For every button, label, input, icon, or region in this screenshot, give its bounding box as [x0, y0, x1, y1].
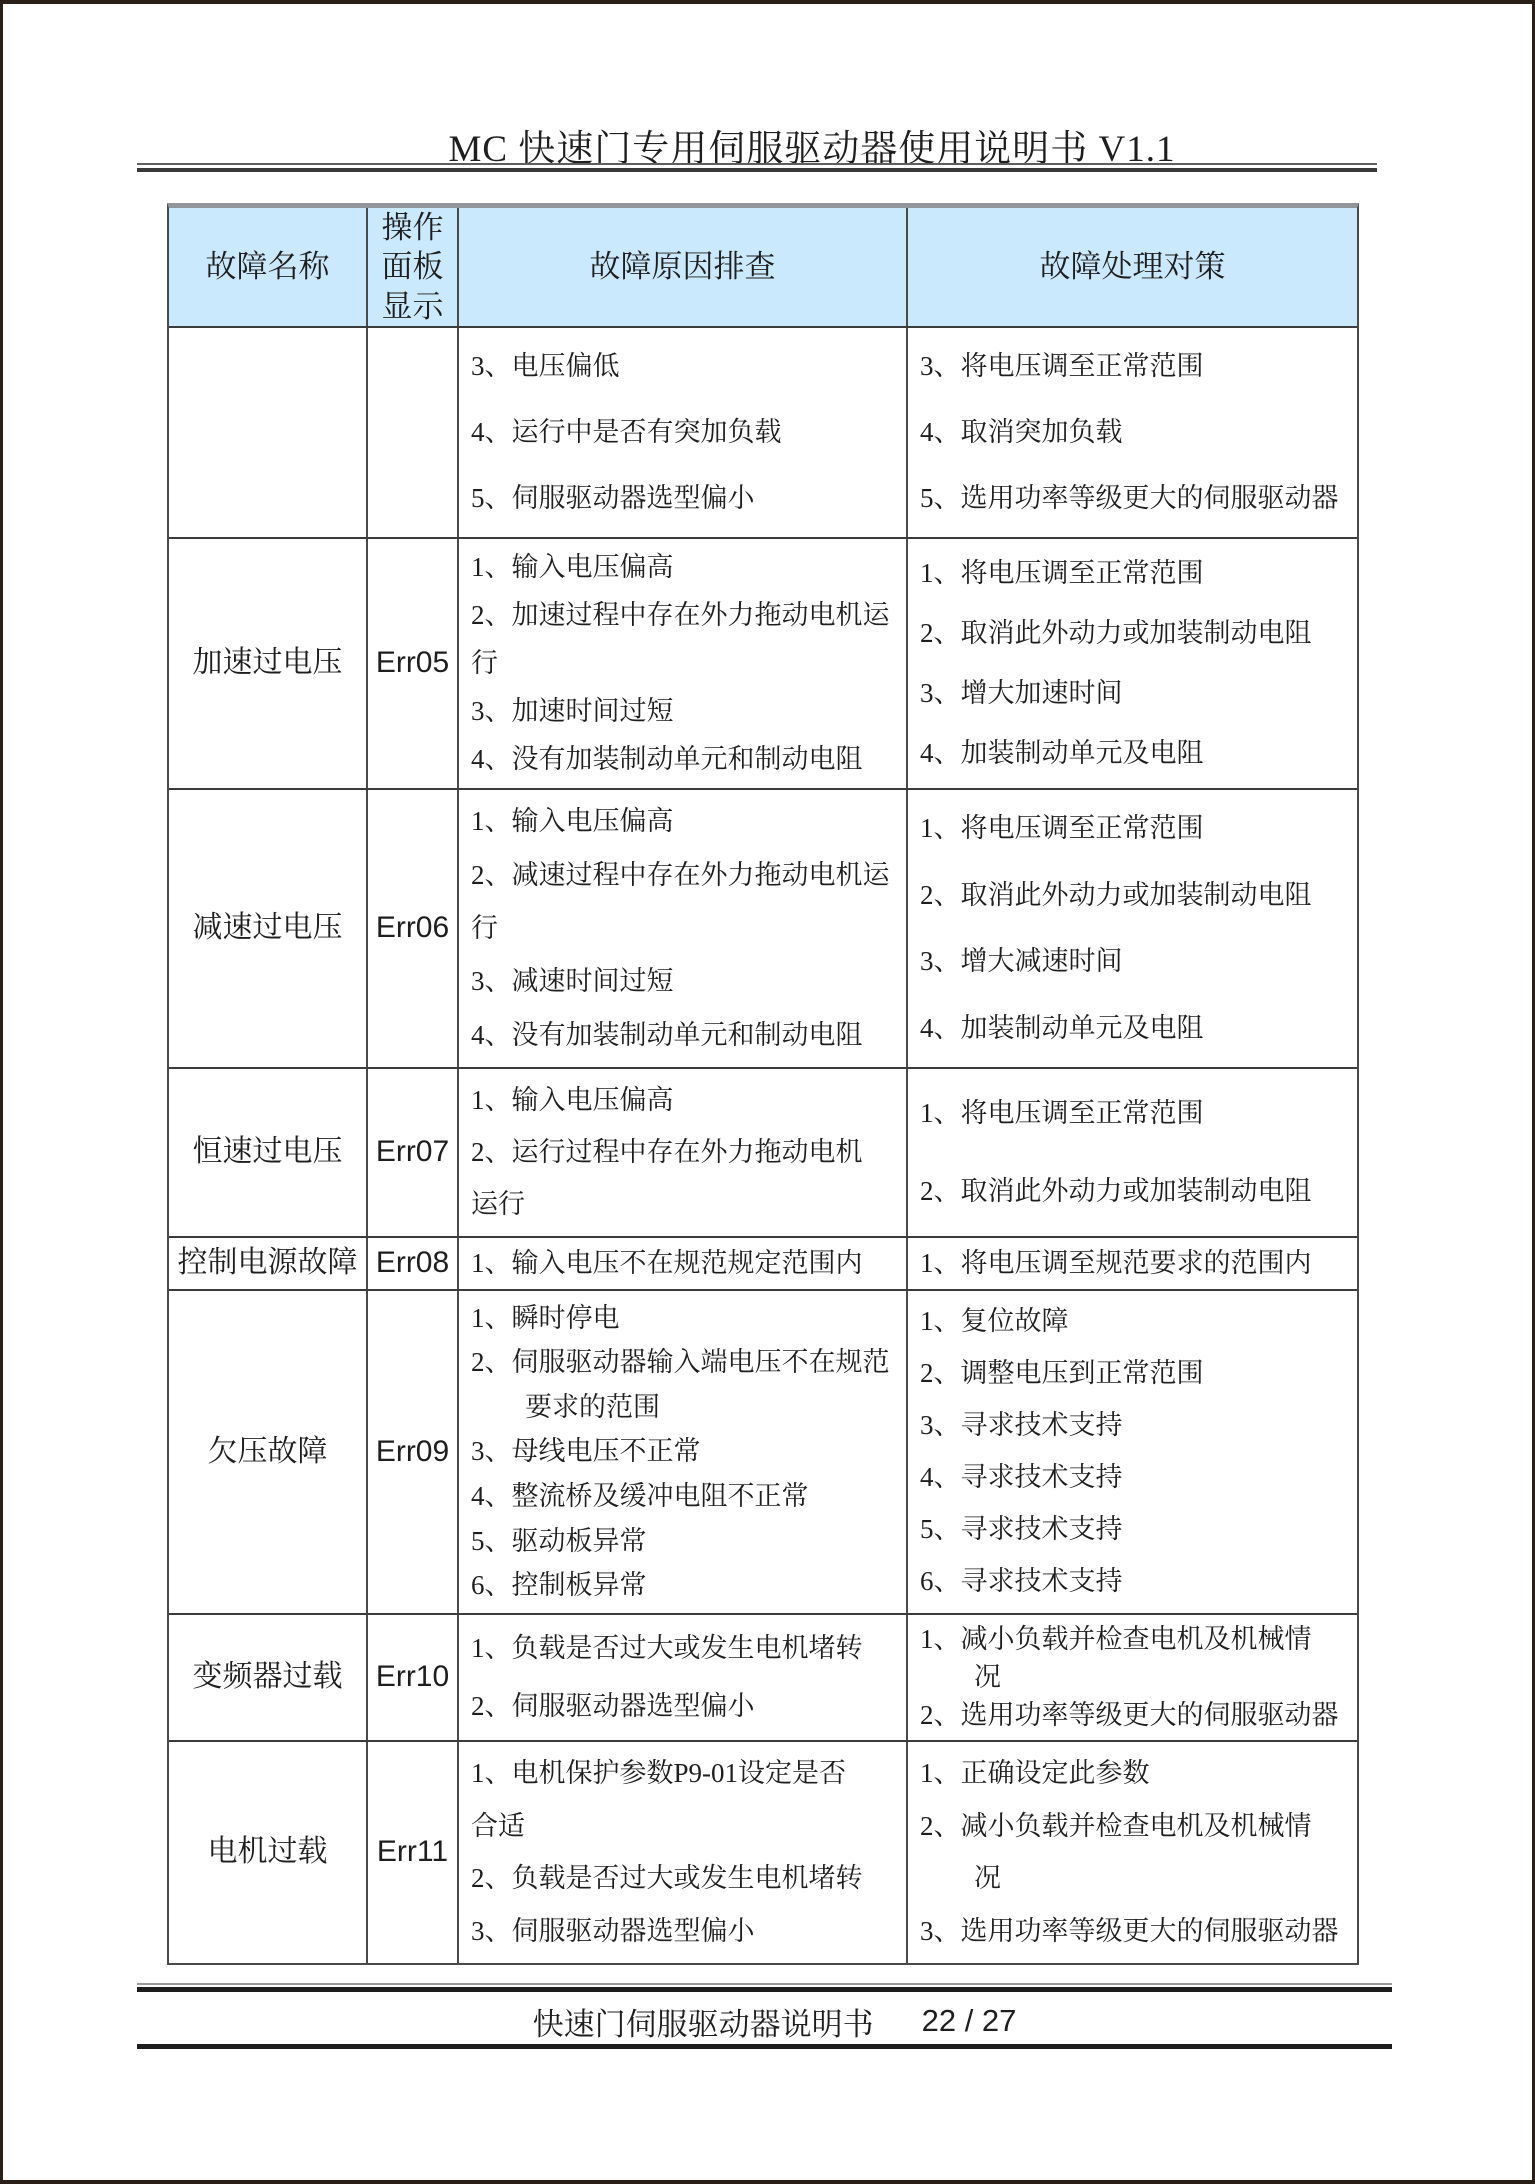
fault-actions-cell [908, 328, 1357, 537]
fault-code-cell [368, 1069, 459, 1236]
cell-line: 要求的范围 [471, 1391, 660, 1422]
cell-line: 况 [920, 1863, 1001, 1894]
cell-line: 3、将电压调至正常范围 [920, 350, 1204, 381]
header-fault-name: 故障名称 [169, 208, 368, 326]
cell-line: 况 [920, 1661, 1001, 1692]
footer-rule-top [137, 1983, 1392, 1992]
cell-line: 2、取消此外动力或加装制动电阻 [920, 618, 1312, 649]
fault-code-cell [368, 1615, 459, 1740]
table-header-row [169, 208, 1357, 328]
cell-line: 变频器过载 [192, 1660, 343, 1694]
cell-line: 合适 [471, 1810, 525, 1841]
table-row [169, 328, 1357, 539]
table-row [169, 539, 1357, 790]
cell-line: 5、寻求技术支持 [920, 1514, 1123, 1545]
cell-line: 6、控制板异常 [471, 1570, 647, 1601]
cell-line: 1、正确设定此参数 [920, 1757, 1150, 1788]
header-panel-display: 操作面板显示 [368, 208, 459, 326]
cell-line: 2、伺服驱动器选型偏小 [471, 1690, 755, 1721]
page-footer [137, 1998, 1392, 2044]
cell-line: Err06 [375, 911, 450, 945]
cell-line: 4、寻求技术支持 [920, 1462, 1123, 1493]
header-fault-action: 故障处理对策 [1039, 249, 1226, 285]
cell-line: 2、取消此外动力或加装制动电阻 [920, 1176, 1312, 1207]
cell-line: 1、瞬时停电 [471, 1302, 620, 1333]
cell-line: 1、输入电压偏高 [471, 1084, 674, 1115]
fault-name-cell [169, 539, 368, 788]
cell-line: 4、整流桥及缓冲电阻不正常 [471, 1481, 809, 1511]
fault-name-cell [169, 790, 368, 1067]
footer-rule-bottom [137, 2044, 1392, 2049]
table-row [169, 790, 1357, 1069]
cell-line: 4、运行中是否有突加负载 [471, 416, 782, 447]
cell-line: 4、没有加装制动单元和制动电阻 [471, 743, 863, 774]
cell-line: 3、寻求技术支持 [920, 1410, 1123, 1441]
fault-causes-cell [459, 790, 908, 1067]
cell-line: 1、输入电压偏高 [471, 806, 674, 837]
cell-line: 欠压故障 [207, 1434, 328, 1468]
cell-line: Err09 [375, 1434, 450, 1468]
table-row [169, 1238, 1357, 1291]
cell-line: 运行 [471, 1189, 525, 1220]
cell-line: 2、减速过程中存在外力拖动电机运 [471, 859, 890, 890]
cell-line: 1、将电压调至正常范围 [920, 812, 1204, 843]
cell-line: 2、取消此外动力或加装制动电阻 [920, 879, 1312, 910]
fault-causes-cell [459, 1742, 908, 1963]
table-row [169, 1615, 1357, 1742]
cell-line: 4、加装制动单元及电阻 [920, 737, 1204, 768]
cell-line: 6、寻求技术支持 [920, 1566, 1123, 1597]
fault-code-cell [368, 1291, 459, 1613]
cell-line: 4、加装制动单元及电阻 [920, 1013, 1204, 1044]
fault-code-cell [368, 539, 459, 788]
fault-causes-cell [459, 1238, 908, 1289]
cell-line: 1、输入电压偏高 [471, 552, 674, 583]
cell-line: 3、母线电压不正常 [471, 1436, 701, 1467]
cell-line: 3、选用功率等级更大的伺服驱动器 [920, 1916, 1339, 1947]
fault-actions-cell [908, 1238, 1357, 1289]
cell-line: 减速过电压 [192, 911, 343, 945]
fault-actions-cell [908, 1291, 1357, 1613]
cell-line: 2、选用功率等级更大的伺服驱动器 [920, 1700, 1339, 1731]
fault-code-cell [368, 1238, 459, 1289]
footer-doc-name: 快速门伺服驱动器说明书 [532, 2006, 874, 2042]
cell-line: 3、减速时间过短 [471, 966, 674, 997]
cell-line: Err07 [375, 1135, 450, 1169]
table-row [169, 1291, 1357, 1615]
fault-actions-cell [908, 539, 1357, 788]
cell-line: 5、伺服驱动器选型偏小 [471, 483, 755, 514]
cell-line: 2、调整电压到正常范围 [920, 1358, 1204, 1389]
cell-line: 5、选用功率等级更大的伺服驱动器 [920, 483, 1339, 514]
fault-name-cell [169, 1291, 368, 1613]
cell-line: 3、增大减速时间 [920, 946, 1123, 977]
cell-line: 4、没有加装制动单元和制动电阻 [471, 1019, 863, 1050]
cell-line: 2、减小负载并检查电机及机械情 [920, 1810, 1312, 1841]
cell-line: 3、电压偏低 [471, 350, 620, 381]
fault-causes-cell [459, 539, 908, 788]
fault-causes-cell [459, 1069, 908, 1236]
cell-line: 行 [471, 647, 498, 678]
cell-line: 加速过电压 [192, 646, 343, 680]
fault-name-cell [169, 1069, 368, 1236]
cell-line: 1、电机保护参数P9-01设定是否 [471, 1757, 847, 1788]
header-rule [137, 163, 1377, 172]
cell-line: 4、取消突加负载 [920, 416, 1123, 447]
cell-line: 恒速过电压 [192, 1135, 343, 1169]
table-row [169, 1742, 1357, 1963]
cell-line: 1、将电压调至规范要求的范围内 [920, 1247, 1312, 1278]
cell-line: 1、减小负载并检查电机及机械情 [920, 1623, 1312, 1654]
fault-name-cell [169, 1742, 368, 1963]
fault-actions-cell [908, 1742, 1357, 1963]
fault-actions-cell [908, 1069, 1357, 1236]
fault-actions-cell [908, 790, 1357, 1067]
fault-code-cell [368, 1742, 459, 1963]
fault-table [167, 203, 1359, 1965]
cell-line: Err10 [375, 1660, 450, 1694]
cell-line: 2、加速过程中存在外力拖动电机运 [471, 600, 890, 631]
cell-line: 1、复位故障 [920, 1306, 1069, 1337]
cell-line: 1、输入电压不在规范规定范围内 [471, 1247, 863, 1278]
cell-line: 2、运行过程中存在外力拖动电机 [471, 1136, 863, 1167]
cell-line: Err08 [375, 1246, 450, 1280]
fault-causes-cell [459, 1615, 908, 1740]
cell-line: 控制电源故障 [177, 1246, 358, 1280]
cell-line: 1、将电压调至正常范围 [920, 1097, 1204, 1128]
cell-line: 1、负载是否过大或发生电机堵转 [471, 1633, 863, 1664]
page-title: MC 快速门专用伺服驱动器使用说明书 V1.1 [448, 129, 1176, 170]
table-row [169, 1069, 1357, 1238]
cell-line: 3、加速时间过短 [471, 695, 674, 726]
cell-line: 2、伺服驱动器输入端电压不在规范 [471, 1347, 890, 1378]
fault-actions-cell [908, 1615, 1357, 1740]
cell-line: 3、伺服驱动器选型偏小 [471, 1916, 755, 1947]
fault-causes-cell [459, 1291, 908, 1613]
fault-code-cell [368, 328, 459, 537]
fault-name-cell [169, 1615, 368, 1740]
fault-causes-cell [459, 328, 908, 537]
cell-line: 1、将电压调至正常范围 [920, 558, 1204, 589]
cell-line: 行 [471, 912, 498, 943]
cell-line: 2、负载是否过大或发生电机堵转 [471, 1863, 863, 1894]
cell-line: 5、驱动板异常 [471, 1525, 647, 1556]
cell-line: 3、增大加速时间 [920, 677, 1123, 708]
fault-code-cell [368, 790, 459, 1067]
fault-name-cell [169, 1238, 368, 1289]
cell-line: Err11 [376, 1835, 449, 1869]
footer-page-number: 22 / 27 [921, 2003, 1017, 2038]
fault-name-cell [169, 328, 368, 537]
cell-line: Err05 [375, 646, 450, 680]
header-fault-cause: 故障原因排查 [459, 208, 908, 326]
cell-line: 电机过载 [207, 1835, 328, 1869]
